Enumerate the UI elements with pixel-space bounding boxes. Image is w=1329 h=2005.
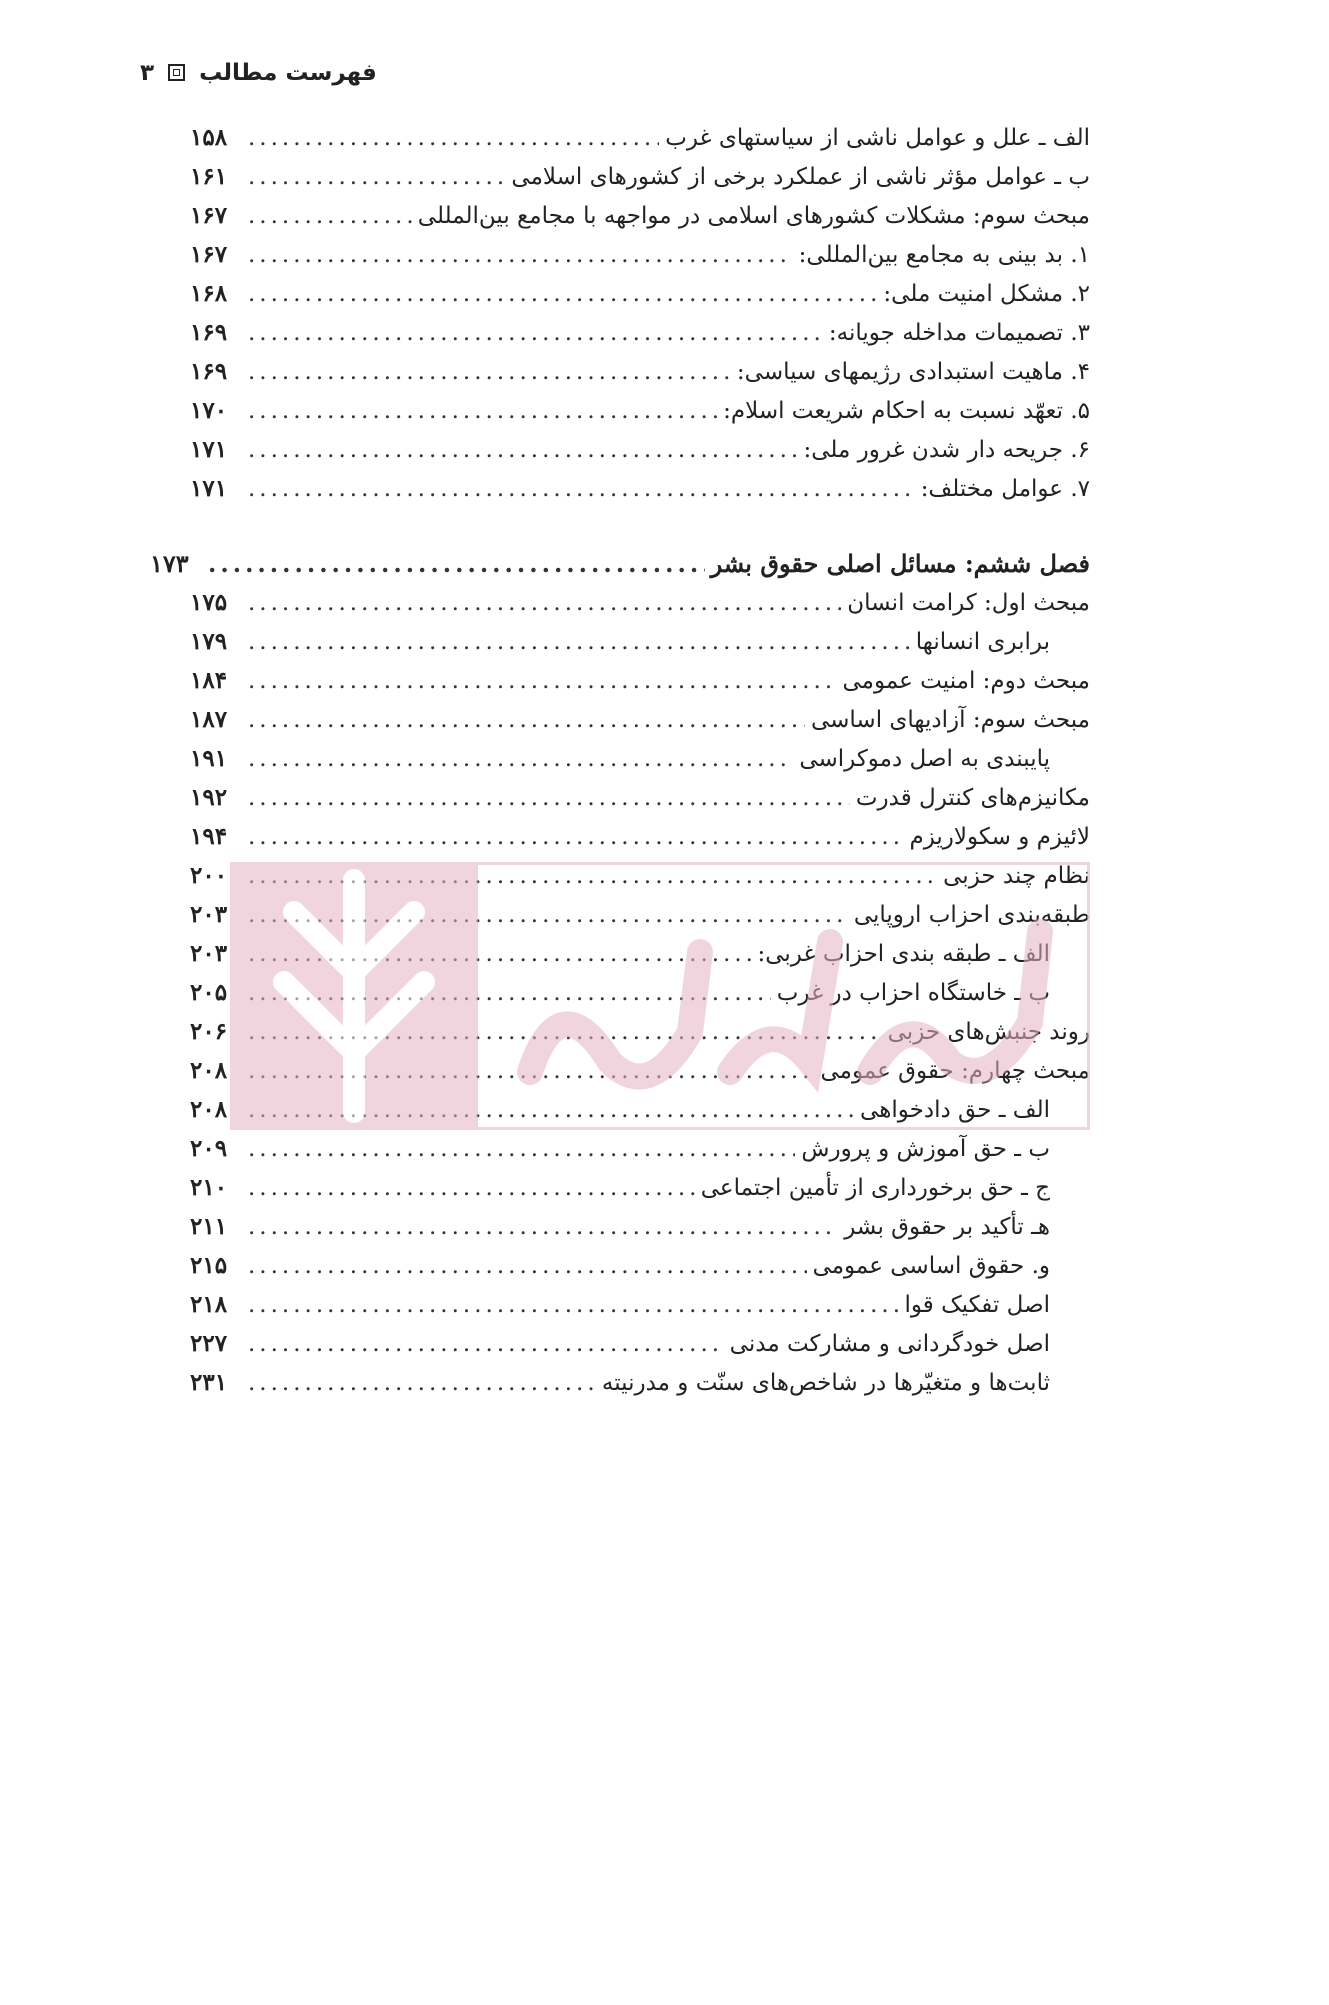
dot-leader	[248, 740, 793, 779]
toc-entry-title: مبحث سوم: مشکلات کشورهای اسلامی در مواجهه با مجامع بین‌المللی	[417, 203, 1090, 229]
toc-entry-page: ۲۱۰	[190, 1174, 228, 1201]
dot-leader	[248, 1052, 814, 1091]
toc-entry-page: ۲۱۱	[190, 1213, 228, 1240]
toc-entry-page: ۱۶۱	[190, 163, 228, 190]
toc-entry-title: الف ـ طبقه بندی احزاب غربی:	[757, 941, 1050, 967]
dot-leader	[248, 1130, 795, 1169]
toc-entry	[190, 817, 1090, 856]
toc-entry	[190, 583, 1090, 622]
toc-entry-title: مبحث چهارم: حقوق عمومی	[820, 1058, 1090, 1084]
toc-entry	[190, 1324, 1090, 1363]
toc-entry	[190, 739, 1090, 778]
toc-entry-title: و. حقوق اساسی عمومی	[812, 1253, 1050, 1279]
toc-entry	[190, 622, 1090, 661]
dot-leader	[248, 1169, 695, 1208]
toc-entry-page: ۲۰۵	[190, 979, 228, 1006]
toc-entry	[190, 430, 1090, 469]
dot-leader	[248, 662, 836, 701]
toc-entry-page: ۱۵۸	[190, 124, 228, 151]
dot-leader	[248, 392, 717, 431]
toc-entry-page: ۲۰۹	[190, 1135, 228, 1162]
toc-entry	[190, 1363, 1090, 1402]
toc-entry	[190, 778, 1090, 817]
toc-entry-title: اصل خودگردانی و مشارکت مدنی	[729, 1331, 1050, 1357]
toc-entry	[190, 661, 1090, 700]
toc-entry-page: ۱۷۱	[190, 436, 228, 463]
dot-leader	[248, 857, 937, 896]
dot-leader	[248, 119, 659, 158]
toc-entry	[190, 1285, 1090, 1324]
dot-leader	[248, 158, 505, 197]
toc-entry-title: نظام چند حزبی	[943, 863, 1090, 889]
dot-leader	[248, 1247, 807, 1286]
dot-leader	[248, 431, 798, 470]
toc-entry	[190, 352, 1090, 391]
toc-entry	[190, 1168, 1090, 1207]
dot-leader	[248, 1364, 596, 1403]
toc-entry-title: ب ـ عوامل مؤثر ناشی از عملکرد برخی از کشورهای اسلامی	[511, 164, 1090, 190]
toc-entry-page: ۲۰۳	[190, 901, 228, 928]
toc-entry-title: الف ـ حق دادخواهی	[860, 1097, 1050, 1123]
dot-leader	[248, 1325, 724, 1364]
toc-entry-page: ۱۸۴	[190, 667, 228, 694]
toc-entry-page: ۱۶۹	[190, 319, 228, 346]
toc-entry-page: ۲۰۳	[190, 940, 228, 967]
toc-entry-title: اصل تفکیک قوا	[904, 1292, 1050, 1318]
toc-entry-page: ۲۰۸	[190, 1057, 228, 1084]
toc-entry-title: ۴. ماهیت استبدادی رژیمهای سیاسی:	[736, 359, 1090, 385]
toc-entry	[190, 118, 1090, 157]
toc-entry-page: ۲۰۸	[190, 1096, 228, 1123]
toc-entry-title: روند جنبش‌های حزبی	[887, 1019, 1090, 1045]
toc-entry-page: ۱۹۲	[190, 784, 228, 811]
toc-entry-page: ۱۸۷	[190, 706, 228, 733]
toc-entry-title: ۱. بد بینی به مجامع بین‌المللی:	[798, 242, 1090, 268]
dot-leader	[248, 314, 823, 353]
toc-entry-page: ۲۱۵	[190, 1252, 228, 1279]
dot-leader	[248, 236, 793, 275]
dot-leader	[248, 818, 903, 857]
toc-entry-title: برابری انسانها	[915, 629, 1050, 655]
toc-entry	[190, 391, 1090, 430]
dot-leader	[248, 1208, 838, 1247]
toc-entry-page: ۱۶۷	[190, 202, 228, 229]
toc-entry	[190, 1129, 1090, 1168]
toc-entry-page: ۱۷۹	[190, 628, 228, 655]
toc-entry-page: ۱۷۳	[150, 549, 189, 578]
toc-entry	[190, 1012, 1090, 1051]
toc-entry	[190, 313, 1090, 352]
toc-entry-title: ۲. مشکل امنیت ملی:	[883, 281, 1090, 307]
toc-entry-title: هـ تأکید بر حقوق بشر	[844, 1214, 1050, 1240]
toc-entry-title: ۵. تعهّد نسبت به احکام شریعت اسلام:	[723, 398, 1090, 424]
toc-entry	[190, 895, 1090, 934]
dot-leader	[248, 584, 841, 623]
toc-entry	[190, 934, 1090, 973]
dot-leader	[248, 1091, 854, 1130]
toc-entry	[190, 469, 1090, 508]
toc-entry-title: ثابت‌ها و متغیّرها در شاخص‌های سنّت و مدرنیته	[601, 1370, 1050, 1396]
toc-entry-title: ج ـ حق برخورداری از تأمین اجتماعی	[700, 1175, 1050, 1201]
toc-entry-title: مبحث سوم: آزادیهای اساسی	[810, 707, 1090, 733]
toc-entry	[190, 157, 1090, 196]
toc-entry-title: طبقه‌بندی احزاب اروپایی	[853, 902, 1090, 928]
toc-entry-title: ب ـ خاستگاه احزاب در غرب	[776, 980, 1050, 1006]
dot-leader	[248, 935, 751, 974]
toc-entry-page: ۲۱۸	[190, 1291, 228, 1318]
toc-entry	[190, 274, 1090, 313]
square-ornament-icon	[168, 64, 185, 81]
dot-leader	[248, 623, 910, 662]
toc-entry-page: ۱۷۱	[190, 475, 228, 502]
toc-entry	[190, 1051, 1090, 1090]
toc-entry-page: ۲۰۶	[190, 1018, 228, 1045]
toc-entry-page: ۲۰۰	[190, 862, 228, 889]
dot-leader	[248, 1286, 899, 1325]
toc-entry-title: ب ـ حق آموزش و پرورش	[801, 1136, 1050, 1162]
dot-leader	[208, 544, 705, 583]
page-header	[140, 60, 377, 86]
toc-entry	[190, 973, 1090, 1012]
dot-leader	[248, 896, 848, 935]
toc-entry-page: ۱۶۹	[190, 358, 228, 385]
toc-entry-title: ۷. عوامل مختلف:	[920, 476, 1090, 502]
toc-entry-page: ۱۹۴	[190, 823, 228, 850]
table-of-contents	[150, 118, 1090, 1402]
dot-leader	[248, 779, 850, 818]
toc-entry-title: ۳. تصمیمات مداخله جویانه:	[828, 320, 1090, 346]
dot-leader	[248, 974, 771, 1013]
toc-entry-page: ۱۷۰	[190, 397, 228, 424]
toc-entry-title: مبحث دوم: امنیت عمومی	[842, 668, 1090, 694]
toc-entry	[190, 235, 1090, 274]
toc-chapter-heading	[150, 544, 1090, 583]
toc-entry-page: ۱۷۵	[190, 589, 228, 616]
toc-entry-page: ۲۳۱	[190, 1369, 228, 1396]
toc-entry-page: ۲۲۷	[190, 1330, 228, 1357]
dot-leader	[248, 353, 731, 392]
toc-entry-title: مبحث اول: کرامت انسان	[847, 590, 1090, 616]
toc-entry	[190, 856, 1090, 895]
toc-entry	[190, 1246, 1090, 1285]
dot-leader	[248, 701, 805, 740]
toc-entry-page: ۱۹۱	[190, 745, 228, 772]
toc-entry-title: مکانیزم‌های کنترل قدرت	[855, 785, 1090, 811]
toc-entry	[190, 196, 1090, 235]
header-title: فهرست مطالب	[199, 60, 377, 86]
toc-entry-page: ۱۶۷	[190, 241, 228, 268]
toc-entry	[190, 700, 1090, 739]
toc-entry	[190, 1207, 1090, 1246]
toc-entry-title: فصل ششم: مسائل اصلی حقوق بشر	[710, 549, 1090, 578]
toc-entry-title: پایبندی به اصل دموکراسی	[799, 746, 1050, 772]
dot-leader	[248, 275, 877, 314]
dot-leader	[248, 470, 915, 509]
dot-leader	[248, 1013, 882, 1052]
header-page-number: ۳	[140, 60, 155, 86]
toc-entry-title: ۶. جریحه دار شدن غرور ملی:	[803, 437, 1090, 463]
toc-entry-page: ۱۶۸	[190, 280, 228, 307]
toc-entry-title: لائیزم و سکولاریزم	[909, 824, 1090, 850]
toc-entry	[190, 1090, 1090, 1129]
dot-leader	[248, 197, 412, 236]
toc-entry-title: الف ـ علل و عوامل ناشی از سیاستهای غرب	[665, 125, 1090, 151]
